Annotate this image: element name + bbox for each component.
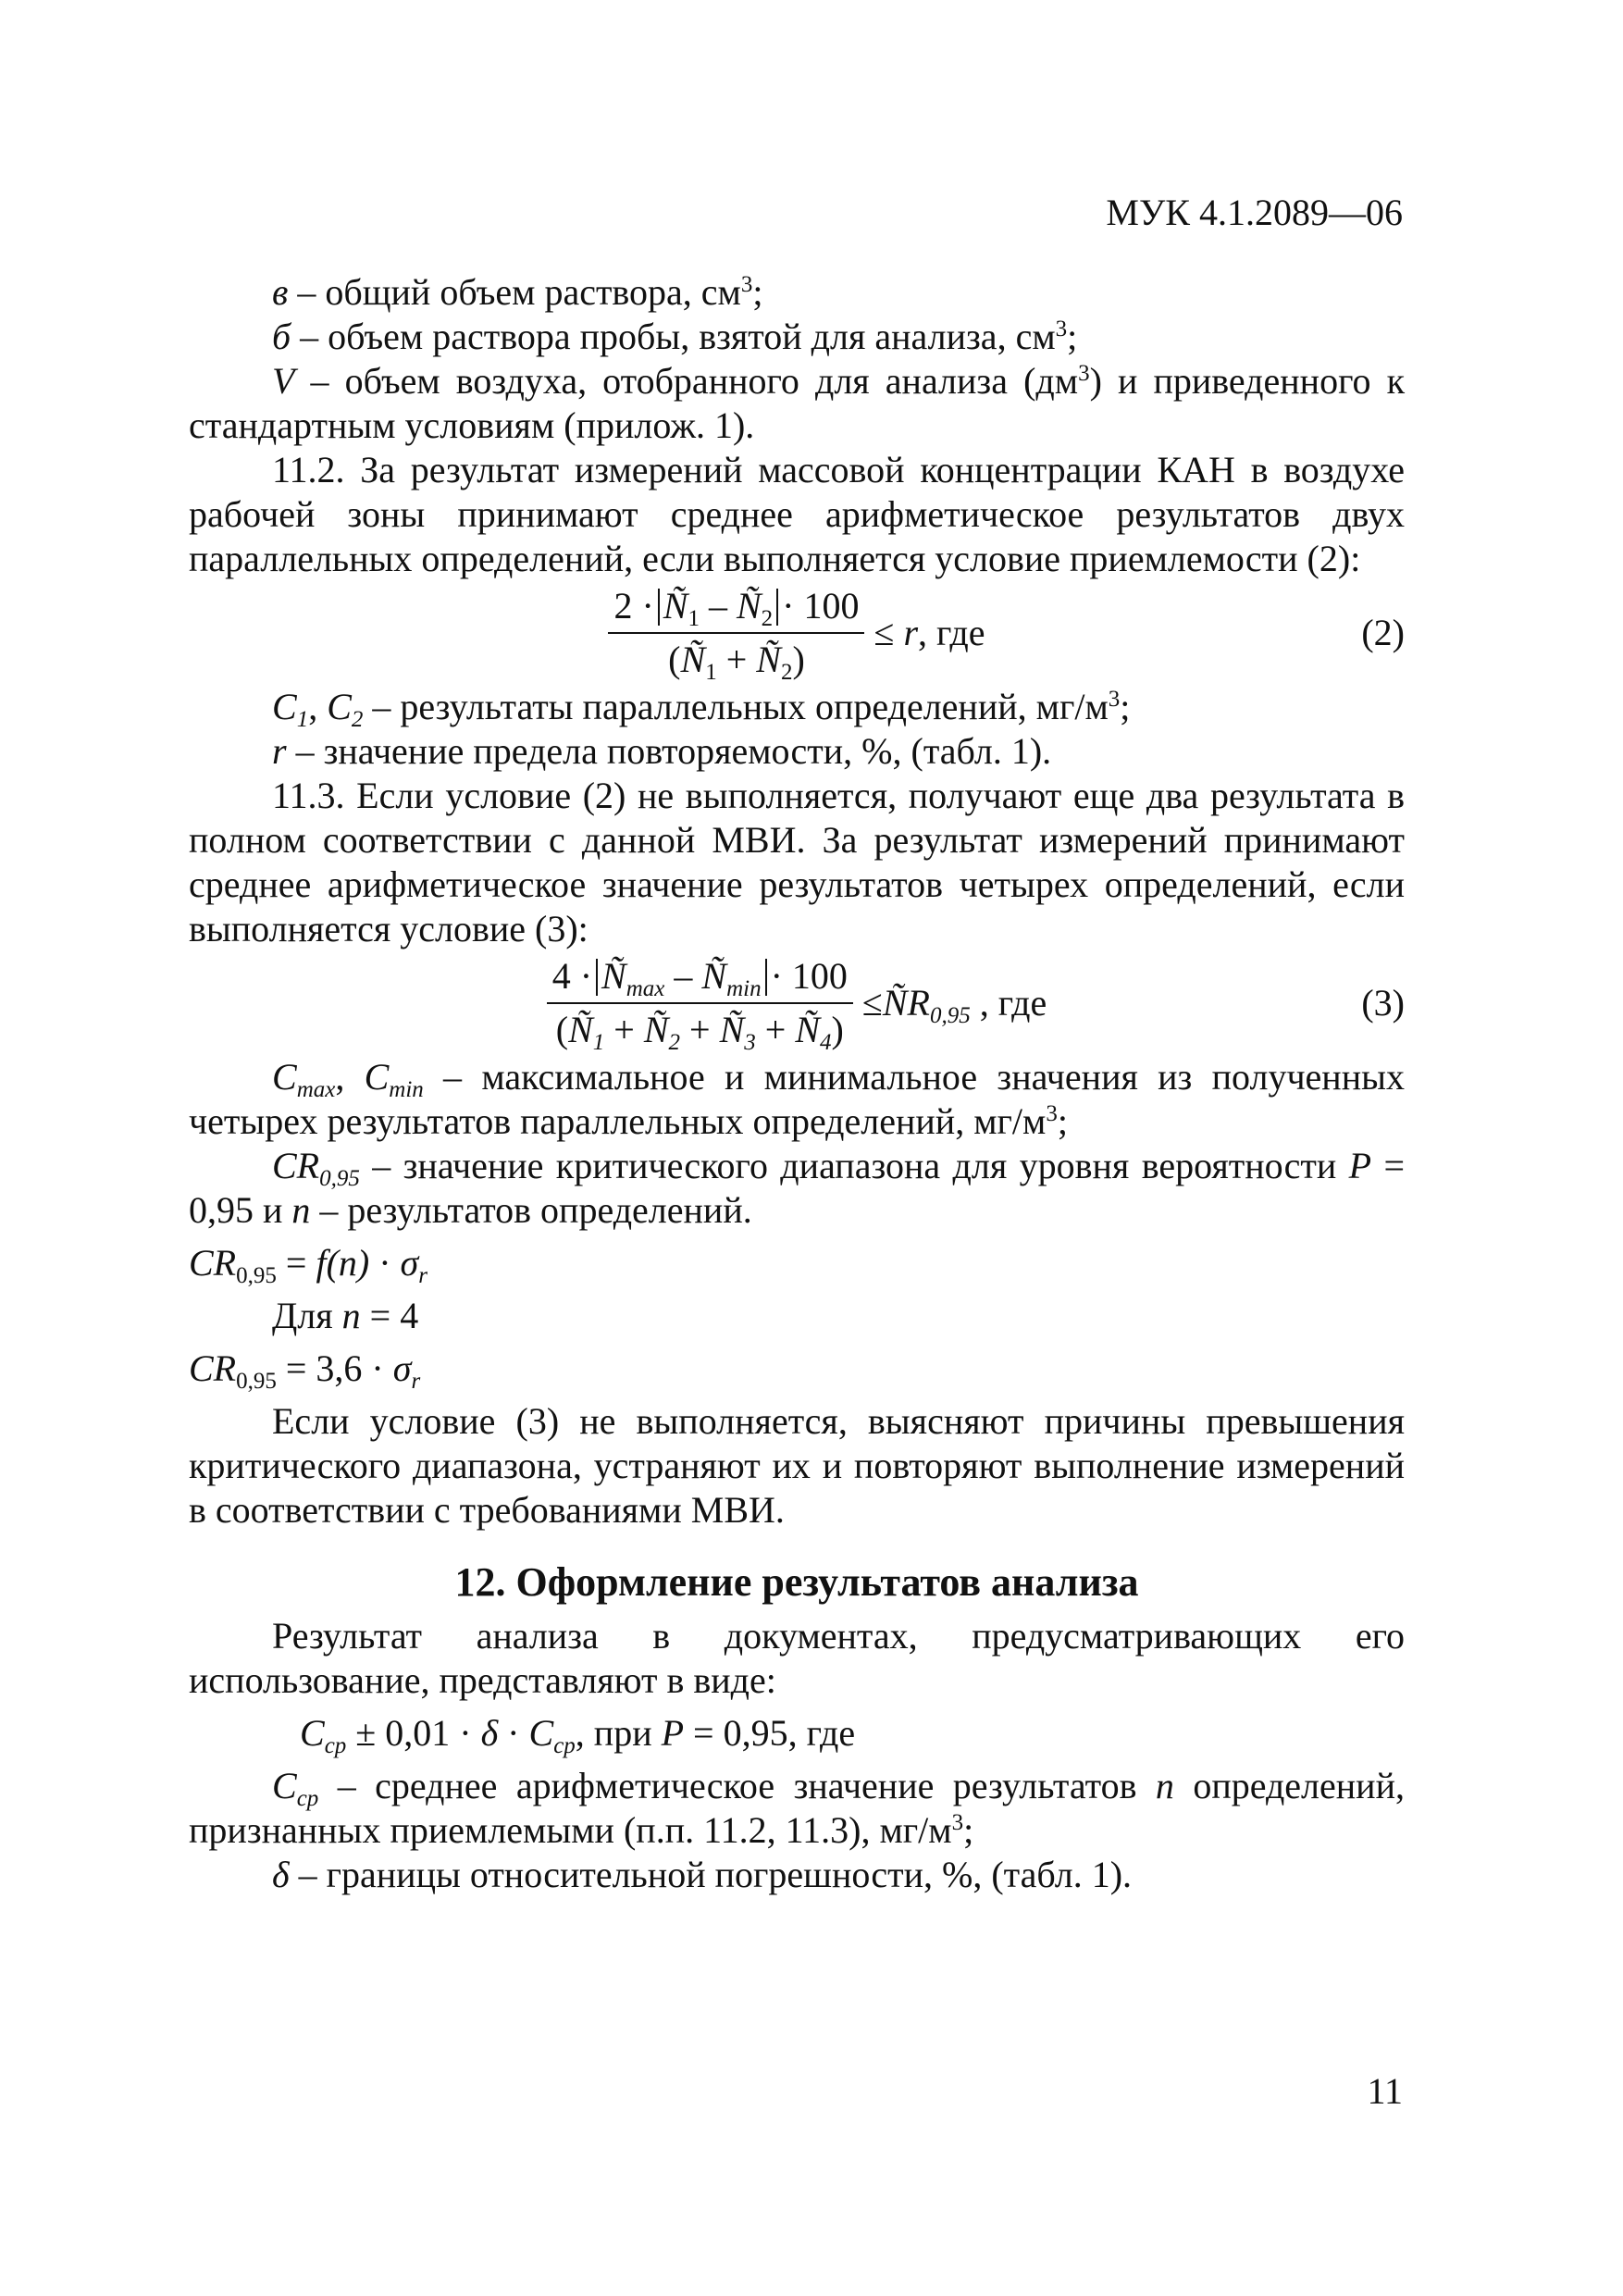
document-body	[189, 270, 1405, 1897]
formula-3-denominator: ($Ñ_1$ + $Ñ_2$ + $Ñ_3$ + $Ñ_4$)	[555, 1009, 844, 1055]
formula-2	[189, 581, 1405, 685]
equation-number-2: (2)	[1361, 612, 1405, 653]
def-v-total: в – общий объем раствора, $см^3$;	[272, 271, 763, 313]
def-r: r – значение предела повторяемости, %, (табл. 1).	[272, 730, 1052, 772]
formula-cr-n4: $CR_{0,95} = 3,6 \cdot \sigma_r$	[189, 1347, 421, 1394]
formula-3-fraction	[547, 954, 853, 1055]
formula-3-rhs: $\le ÑR_{0,95}$ , где	[861, 982, 1047, 1028]
def-V-air: V – объем воздуха, отобранного для анализа $(дм^3)$ и приведенного к стандартным условиям (прилож. 1).	[189, 360, 1405, 446]
paragraph-11-2: 11.2. За результат измерений массовой концентрации КАН в воздухе рабочей зоны принимают среднее арифметическое результатов двух параллельных определений, если выполняется условие приемлемости (2):	[189, 449, 1405, 579]
def-delta: δ – границы относительной погрешности, %, (табл. 1).	[272, 1854, 1133, 1895]
paragraph-condition-fail: Если условие (3) не выполняется, выясняют причины превышения критического диапазона, устраняют их и повторяют выполнение измерений в соответствии с требованиями МВИ.	[189, 1400, 1405, 1531]
section-heading-12: 12. Оформление результатов анализа	[454, 1559, 1139, 1605]
formula-cr-general: $CR_{0,95} = f(n) \cdot \sigma_r$	[189, 1242, 427, 1288]
formula-2-fraction	[608, 584, 864, 685]
document-code: МУК 4.1.2089—06	[1106, 192, 1403, 233]
page-number: 11	[1367, 2070, 1403, 2112]
formula-2-denominator: ($Ñ_1$ + $Ñ_2$)	[668, 639, 805, 685]
equation-number-3: (3)	[1361, 982, 1405, 1024]
for-n-4: Для n = 4	[272, 1295, 419, 1336]
def-cmax-cmin: $C_{max}$, $C_{min}$ – максимальное и минимальное значения из полученных четырех результатов параллельных определений, $мг/м^3$;	[189, 1056, 1405, 1142]
def-b-sample: б – объем раствора пробы, взятой для анализа, $см^3$;	[272, 316, 1078, 357]
formula-3-numerator: $4 \cdot Ñ_{max}$ – $Ñ_{min} \cdot 100$	[547, 954, 853, 1004]
def-c-avg: $C_{ср}$ – среднее арифметическое значение результатов n определений, признанных приемлемыми (п.п. 11.2, 11.3), $мг/м^3$;	[189, 1765, 1405, 1851]
formula-3	[189, 951, 1405, 1055]
def-cr: $CR_{0,95}$ – значение критического диапазона для уровня вероятности P = 0,95 и n – результатов определений.	[189, 1145, 1406, 1231]
paragraph-12: Результат анализа в документах, предусматривающих его использование, представляют в виде:	[189, 1615, 1405, 1701]
formula-2-rhs: ≤ r, где	[873, 612, 985, 653]
formula-2-numerator: $2 \cdot Ñ_1$ – $Ñ_2 \cdot 100$	[608, 584, 864, 634]
paragraph-11-3: 11.3. Если условие (2) не выполняется, получают еще два результата в полном соответствии с данной МВИ. За результат измерений принимают среднее арифметическое значение результатов четырех определений, если выполняется условие (3):	[189, 775, 1405, 949]
formula-result: $C_{ср} \pm 0,01 \cdot \delta \cdot C_{ср}$, при P = 0,95, где	[300, 1712, 856, 1758]
def-c1-c2: $C_1$, $C_2$ – результаты параллельных определений, $мг/м^3$;	[272, 686, 1131, 732]
